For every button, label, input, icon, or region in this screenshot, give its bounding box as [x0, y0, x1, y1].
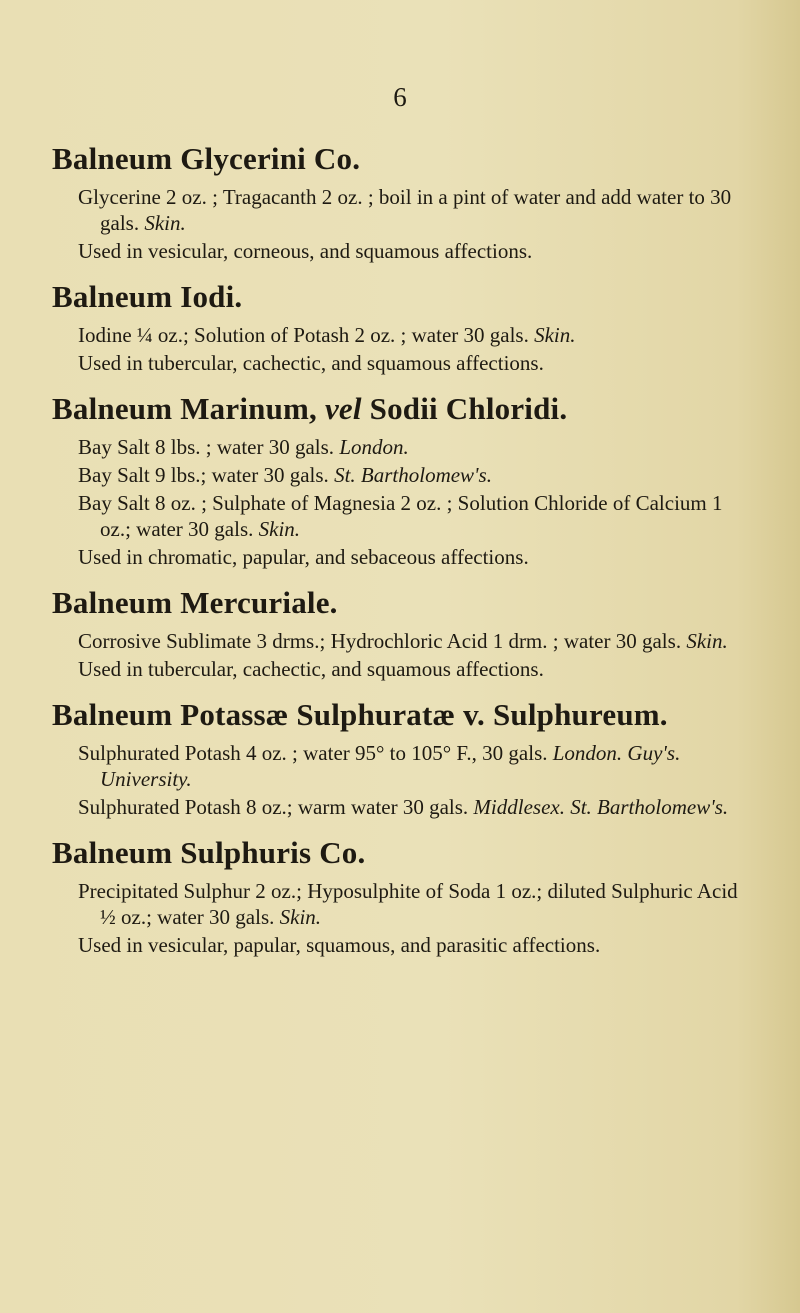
line-source: St. Bartholomew's.	[334, 463, 492, 487]
entry-line	[52, 238, 752, 264]
entry-line	[52, 350, 752, 376]
line-text: Corrosive Sublimate 3 drms.; Hydrochloric Acid 1 drm. ; water 30 gals.	[78, 629, 682, 653]
line-text: Bay Salt 9 lbs.; water 30 gals.	[78, 463, 329, 487]
entry-line	[52, 878, 752, 930]
heading-rest: Sodii Chloridi.	[369, 391, 568, 426]
line-source: London. Guy's. University.	[100, 741, 681, 791]
page-number: 6	[393, 82, 407, 112]
entry-balneum-sulphuris	[52, 834, 752, 958]
line-text: Sulphurated Potash 8 oz.; warm water 30 gals.	[78, 795, 469, 819]
line-text: Used in vesicular, corneous, and squamous affections.	[78, 239, 533, 263]
entry-heading: Balneum Iodi.	[52, 279, 243, 314]
line-text: Iodine ¼ oz.; Solution of Potash 2 oz. ; water 30 gals.	[78, 323, 529, 347]
line-text: Bay Salt 8 lbs. ; water 30 gals.	[78, 435, 335, 459]
entry-line	[52, 462, 752, 488]
line-text: Used in chromatic, papular, and sebaceous affections.	[78, 545, 529, 569]
entry-heading: Balneum Glycerini Co.	[52, 141, 361, 176]
line-text: Used in tubercular, cachectic, and squamous affections.	[78, 351, 544, 375]
entry-heading: Balneum Sulphuris Co.	[52, 835, 366, 870]
line-text: Sulphurated Potash 4 oz. ; water 95° to 105° F., 30 gals.	[78, 741, 548, 765]
entry-line	[52, 656, 752, 682]
entry-balneum-glycerini	[52, 140, 752, 264]
entry-line	[52, 628, 752, 654]
entry-line	[52, 490, 752, 542]
line-text: Used in vesicular, papular, squamous, and parasitic affections.	[78, 933, 601, 957]
line-source: London.	[339, 435, 409, 459]
line-source: Skin.	[279, 905, 322, 929]
heading-italic: vel	[324, 391, 362, 426]
line-source: Skin.	[686, 629, 728, 653]
page-content	[52, 140, 752, 972]
line-text: Precipitated Sulphur 2 oz.; Hyposulphite of Soda 1 oz.; diluted Sulphuric Acid ½ oz.; water 30 gals.	[78, 879, 738, 929]
line-text: Used in tubercular, cachectic, and squamous affections.	[78, 657, 544, 681]
entry-line	[52, 740, 752, 792]
line-text: Bay Salt 8 oz. ; Sulphate of Magnesia 2 oz. ; Solution Chloride of Calcium 1 oz.; water 30 gals.	[78, 491, 723, 541]
entry-line	[52, 184, 752, 236]
entry-line	[52, 544, 752, 570]
entry-line	[52, 932, 752, 958]
entry-heading	[52, 390, 752, 428]
entry-heading: Balneum Mercuriale.	[52, 585, 338, 620]
entry-heading: Balneum Potassæ Sulphuratæ v. Sulphureum.	[52, 697, 668, 732]
heading-main: Balneum Marinum,	[52, 391, 317, 426]
line-text: Glycerine 2 oz. ; Tragacanth 2 oz. ; boil in a pint of water and add water to 30 gals.	[78, 185, 732, 235]
entry-line	[52, 794, 752, 820]
entry-balneum-potassae	[52, 696, 752, 820]
entry-line	[52, 322, 752, 348]
line-source: Skin.	[144, 211, 186, 235]
entry-balneum-mercuriale	[52, 584, 752, 682]
entry-line	[52, 434, 752, 460]
line-source: Skin.	[258, 517, 301, 541]
line-source: Middlesex. St. Bartholomew's.	[473, 795, 729, 819]
line-source: Skin.	[534, 323, 576, 347]
entry-balneum-iodi	[52, 278, 752, 376]
entry-balneum-marinum	[52, 390, 752, 570]
